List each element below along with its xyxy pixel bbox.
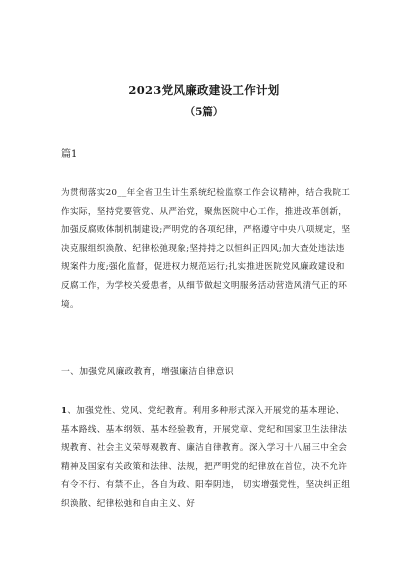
document-subtitle: （5篇） <box>184 106 224 118</box>
paragraph-intro: 为贯彻落实20__年全省卫生计生系统纪检监察工作会议精神，结合我院工作实际，坚持党要管党、从严治党，聚焦医院中心工作，推进改革创新，加强反腐败体制机制建设;严明党的各项纪律，严格遵守中央八项规定，坚决克服组织涣散、纪律松弛现象;坚持持之以恒纠正四风;加大查处违法违规案件力度;强化监督，促进权力规范运行;扎实推进医院党风廉政建设和反腐工作，为学校关爱患者，从细节做起文明服务活动营造风清气正的环境。 <box>61 188 351 310</box>
item-number: 1 <box>61 406 68 416</box>
paragraph-item-1 <box>61 402 353 514</box>
document-title: 2023党风廉政建设工作计划 <box>128 83 280 97</box>
section-heading: 一、加强党风廉政教育，增强廉洁自律意识 <box>61 367 234 377</box>
section-label: 篇1 <box>61 149 78 160</box>
item-text: 、加强党性、党风、党纪教育。利用多种形式深入开展党的基本理论、基本路线、基本纲领、基本经验教育，开展党章、党纪和国家卫生法律法规教育、社会主义荣辱观教育、廉洁自律教育。深入学习十八届三中全会精神及国家有关政策和法律、法规，把严明党的纪律放在首位，决不允许有令不行、有禁不止，各自为政、阳奉阴违， 切实增强党性，坚决纠正组织涣散、纪律松弛和自由主义、好 <box>61 406 351 509</box>
